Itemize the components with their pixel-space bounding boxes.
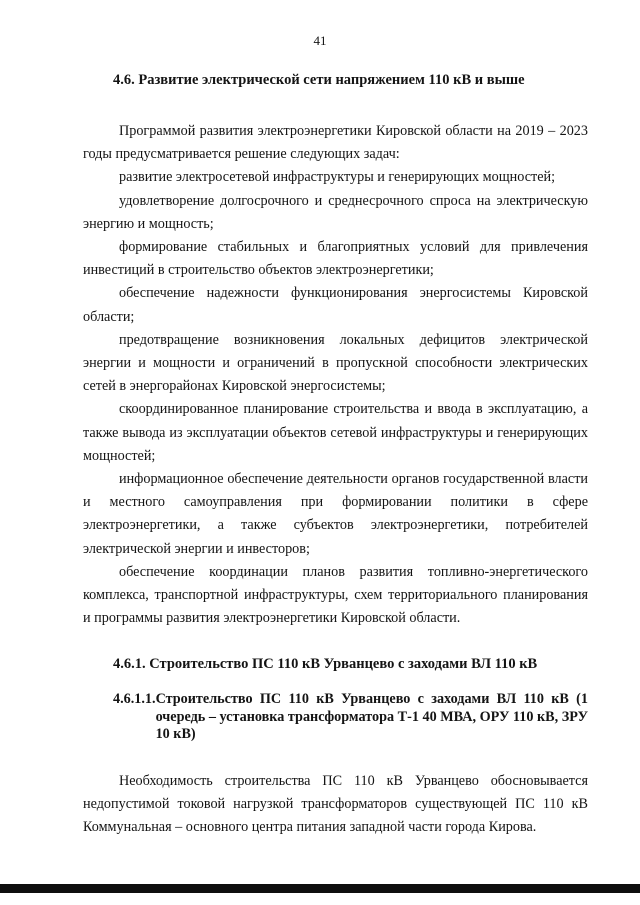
paragraph-task-8: обеспечение координации планов развития топливно-энергетического комплекса, транспортной инфраструктуры, схем территориального планирования и программы развития электроэнергетики Кировской области. <box>83 563 588 627</box>
subsection-heading: 4.6.1. Строительство ПС 110 кВ Урванцево с заходами ВЛ 110 кВ <box>113 656 538 673</box>
section-heading: 4.6. Развитие электрической сети напряжением 110 кВ и выше <box>113 72 525 88</box>
paragraph-task-6: скоординированное планирование строительства и ввода в эксплуатацию, а также вывода из эксплуатации объектов сетевой инфраструктуры и генерирующих мощностей; <box>83 401 588 464</box>
subsubsection-title: Строительство ПС 110 кВ Урванцево с заходами ВЛ 110 кВ (1 очередь – установка трансформатора Т-1 40 МВА, ОРУ 110 кВ, ЗРУ 10 кВ) <box>155 691 588 743</box>
scan-edge-bar <box>0 884 640 893</box>
paragraph-justification: Необходимость строительства ПС 110 кВ Урванцево обосновывается недопустимой токовой нагрузкой трансформаторов существующей ПС 110 кВ Коммунальная – основного центра питания западной части города Кирова. <box>83 772 588 836</box>
document-body <box>83 70 588 840</box>
subsubsection-heading <box>113 691 588 744</box>
paragraph-intro: Программой развития электроэнергетики Кировской области на 2019 – 2023 годы предусматривается решение следующих задач: <box>83 123 588 163</box>
paragraph-task-1: развитие электросетевой инфраструктуры и генерирующих мощностей; <box>119 169 556 186</box>
paragraph-task-7: информационное обеспечение деятельности органов государственной власти и местного самоуправления при формировании политики в сфере электроэнергетики, а также субъектов электроэнергетики, потребителей электрической энергии и инвесторов; <box>83 471 588 557</box>
paragraph-task-2: удовлетворение долгосрочного и среднесрочного спроса на электрическую энергию и мощность; <box>83 192 588 232</box>
paragraph-task-4: обеспечение надежности функционирования энергосистемы Кировской области; <box>83 285 588 325</box>
paragraph-task-3: формирование стабильных и благоприятных условий для привлечения инвестиций в строительство объектов электроэнергетики; <box>83 239 588 279</box>
subsubsection-number: 4.6.1.1. <box>113 691 156 708</box>
paragraph-task-5: предотвращение возникновения локальных дефицитов электрической энергии и мощности и ограничений в пропускной способности электрических сетей в энергорайонах Кировской энергосистемы; <box>83 331 588 395</box>
page-number: 41 <box>313 33 327 48</box>
